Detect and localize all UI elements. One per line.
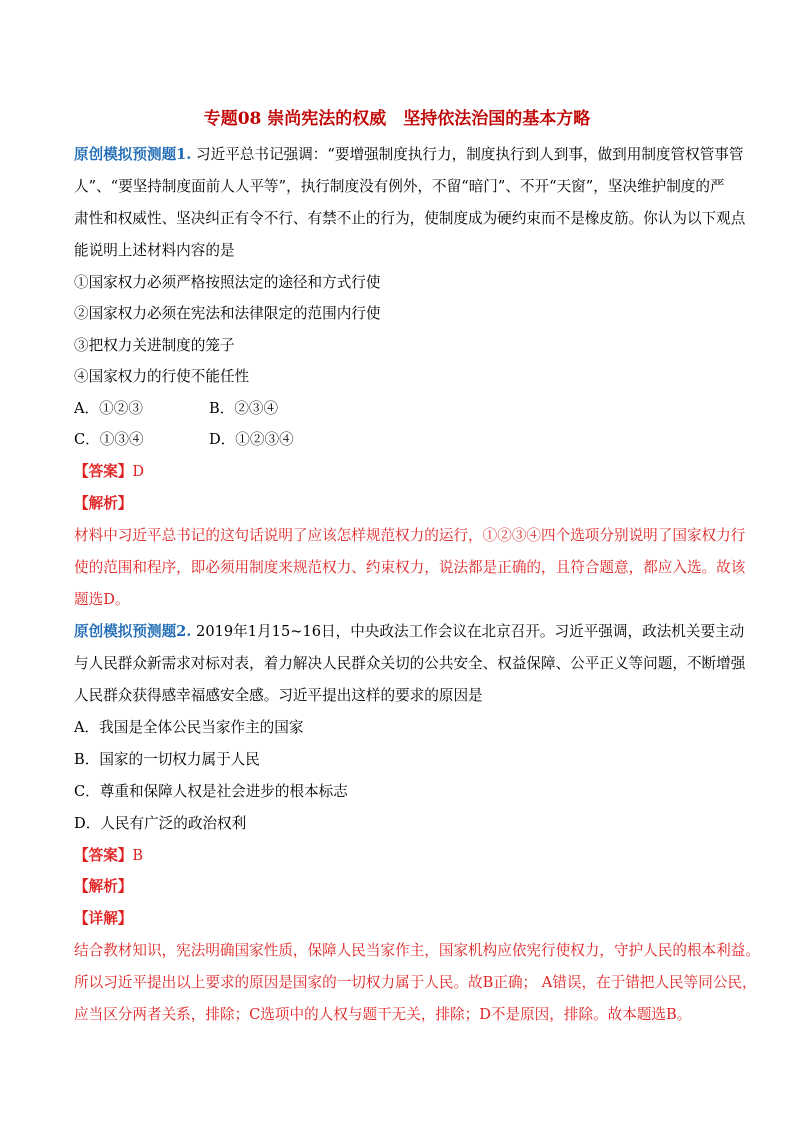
q1-item-4: ④国家权力的行使不能任性 [74,368,250,385]
q1-item-2: ②国家权力必须在宪法和法律限定的范围内行使 [74,305,381,322]
q2-option-b: B．国家的一切权力属于人民 [74,751,260,768]
q1-answer-value: D [132,463,145,480]
q1-option-d: D．①②③④ [209,431,294,448]
q2-answer-value: B [132,847,144,864]
q1-answer-label: 【答案】 [74,463,133,480]
q1-answer [74,462,144,482]
q2-option-c: C．尊重和保障人权是社会进步的根本标志 [74,783,348,800]
q2-stem-line-3: 人民群众获得感幸福感安全感。习近平提出这样的要求的原因是 [74,687,483,704]
q1-stem-line-4: 能说明上述材料内容的是 [74,242,235,259]
q1-option-a: A．①②③ [74,400,143,417]
q2-detail-line-1: 结合教材知识，宪法明确国家性质，保障人民当家作主，国家机构应依宪行使权力，守护人民的根本利益。 [74,942,760,959]
q1-analysis-line-3: 题选D。 [74,591,130,608]
q2-stem-line-2: 与人民群众新需求对标对表，着力解决人民群众关切的公共安全、权益保障、公平正义等问题，不断增强 [74,655,746,672]
q2-detail-label: 【详解】 [74,910,133,927]
page-title: 专题08 崇尚宪法的权威 坚持依法治国的基本方略 [203,109,591,129]
q1-stem-line-1: 原创模拟预测题1. 习近平总书记强调：“要增强制度执行力，制度执行到人到事，做到用制度管权管事管 [74,146,744,163]
q2-option-d: D．人民有广泛的政治权利 [74,815,247,832]
q1-stem-line-2: 人”、“要坚持制度面前人人平等”，执行制度没有例外，不留“暗门”、不开“天窗”，坚决维护制度的严 [74,178,725,195]
q2-label: 原创模拟预测题2. [74,623,192,640]
q2-option-a: A．我国是全体公民当家作主的国家 [74,719,304,736]
q2-answer [74,846,143,866]
q1-options-row-1 [74,399,374,419]
q1-label: 原创模拟预测题1. [74,146,192,163]
q1-stem-line-3: 肃性和权威性、坚决纠正有令不行、有禁不止的行为，使制度成为硬约束而不是橡皮筋。你认为以下观点 [74,210,746,227]
q1-option-b: B．②③④ [209,400,279,417]
q1-analysis-line-1: 材料中习近平总书记的这句话说明了应该怎样规范权力的运行，①②③④四个选项分别说明了国家权力行 [74,527,746,544]
q2-stem-line-1: 原创模拟预测题2. 2019年1月15~16日，中央政法工作会议在北京召开。习近平强调，政法机关要主动 [74,623,745,640]
q2-analysis-label: 【解析】 [74,878,133,895]
q2-detail-line-3: 应当区分两者关系，排除；C选项中的人权与题干无关，排除；D不是原因，排除。故本题选B。 [74,1006,692,1023]
q1-item-1: ①国家权力必须严格按照法定的途径和方式行使 [74,274,381,291]
q2-answer-label: 【答案】 [74,847,133,864]
q1-options-row-2 [74,430,374,450]
q1-analysis-label: 【解析】 [74,495,133,512]
q1-item-3: ③把权力关进制度的笼子 [74,337,235,354]
q1-analysis-line-2: 使的范围和程序，即必须用制度来规范权力、约束权力，说法都是正确的，且符合题意，都应入选。故该 [74,559,746,576]
q2-detail-line-2: 所以习近平提出以上要求的原因是国家的一切权力属于人民。故B正确； A错误，在于错把人民等同公民， [74,974,757,991]
q1-option-c: C．①③④ [74,431,144,448]
